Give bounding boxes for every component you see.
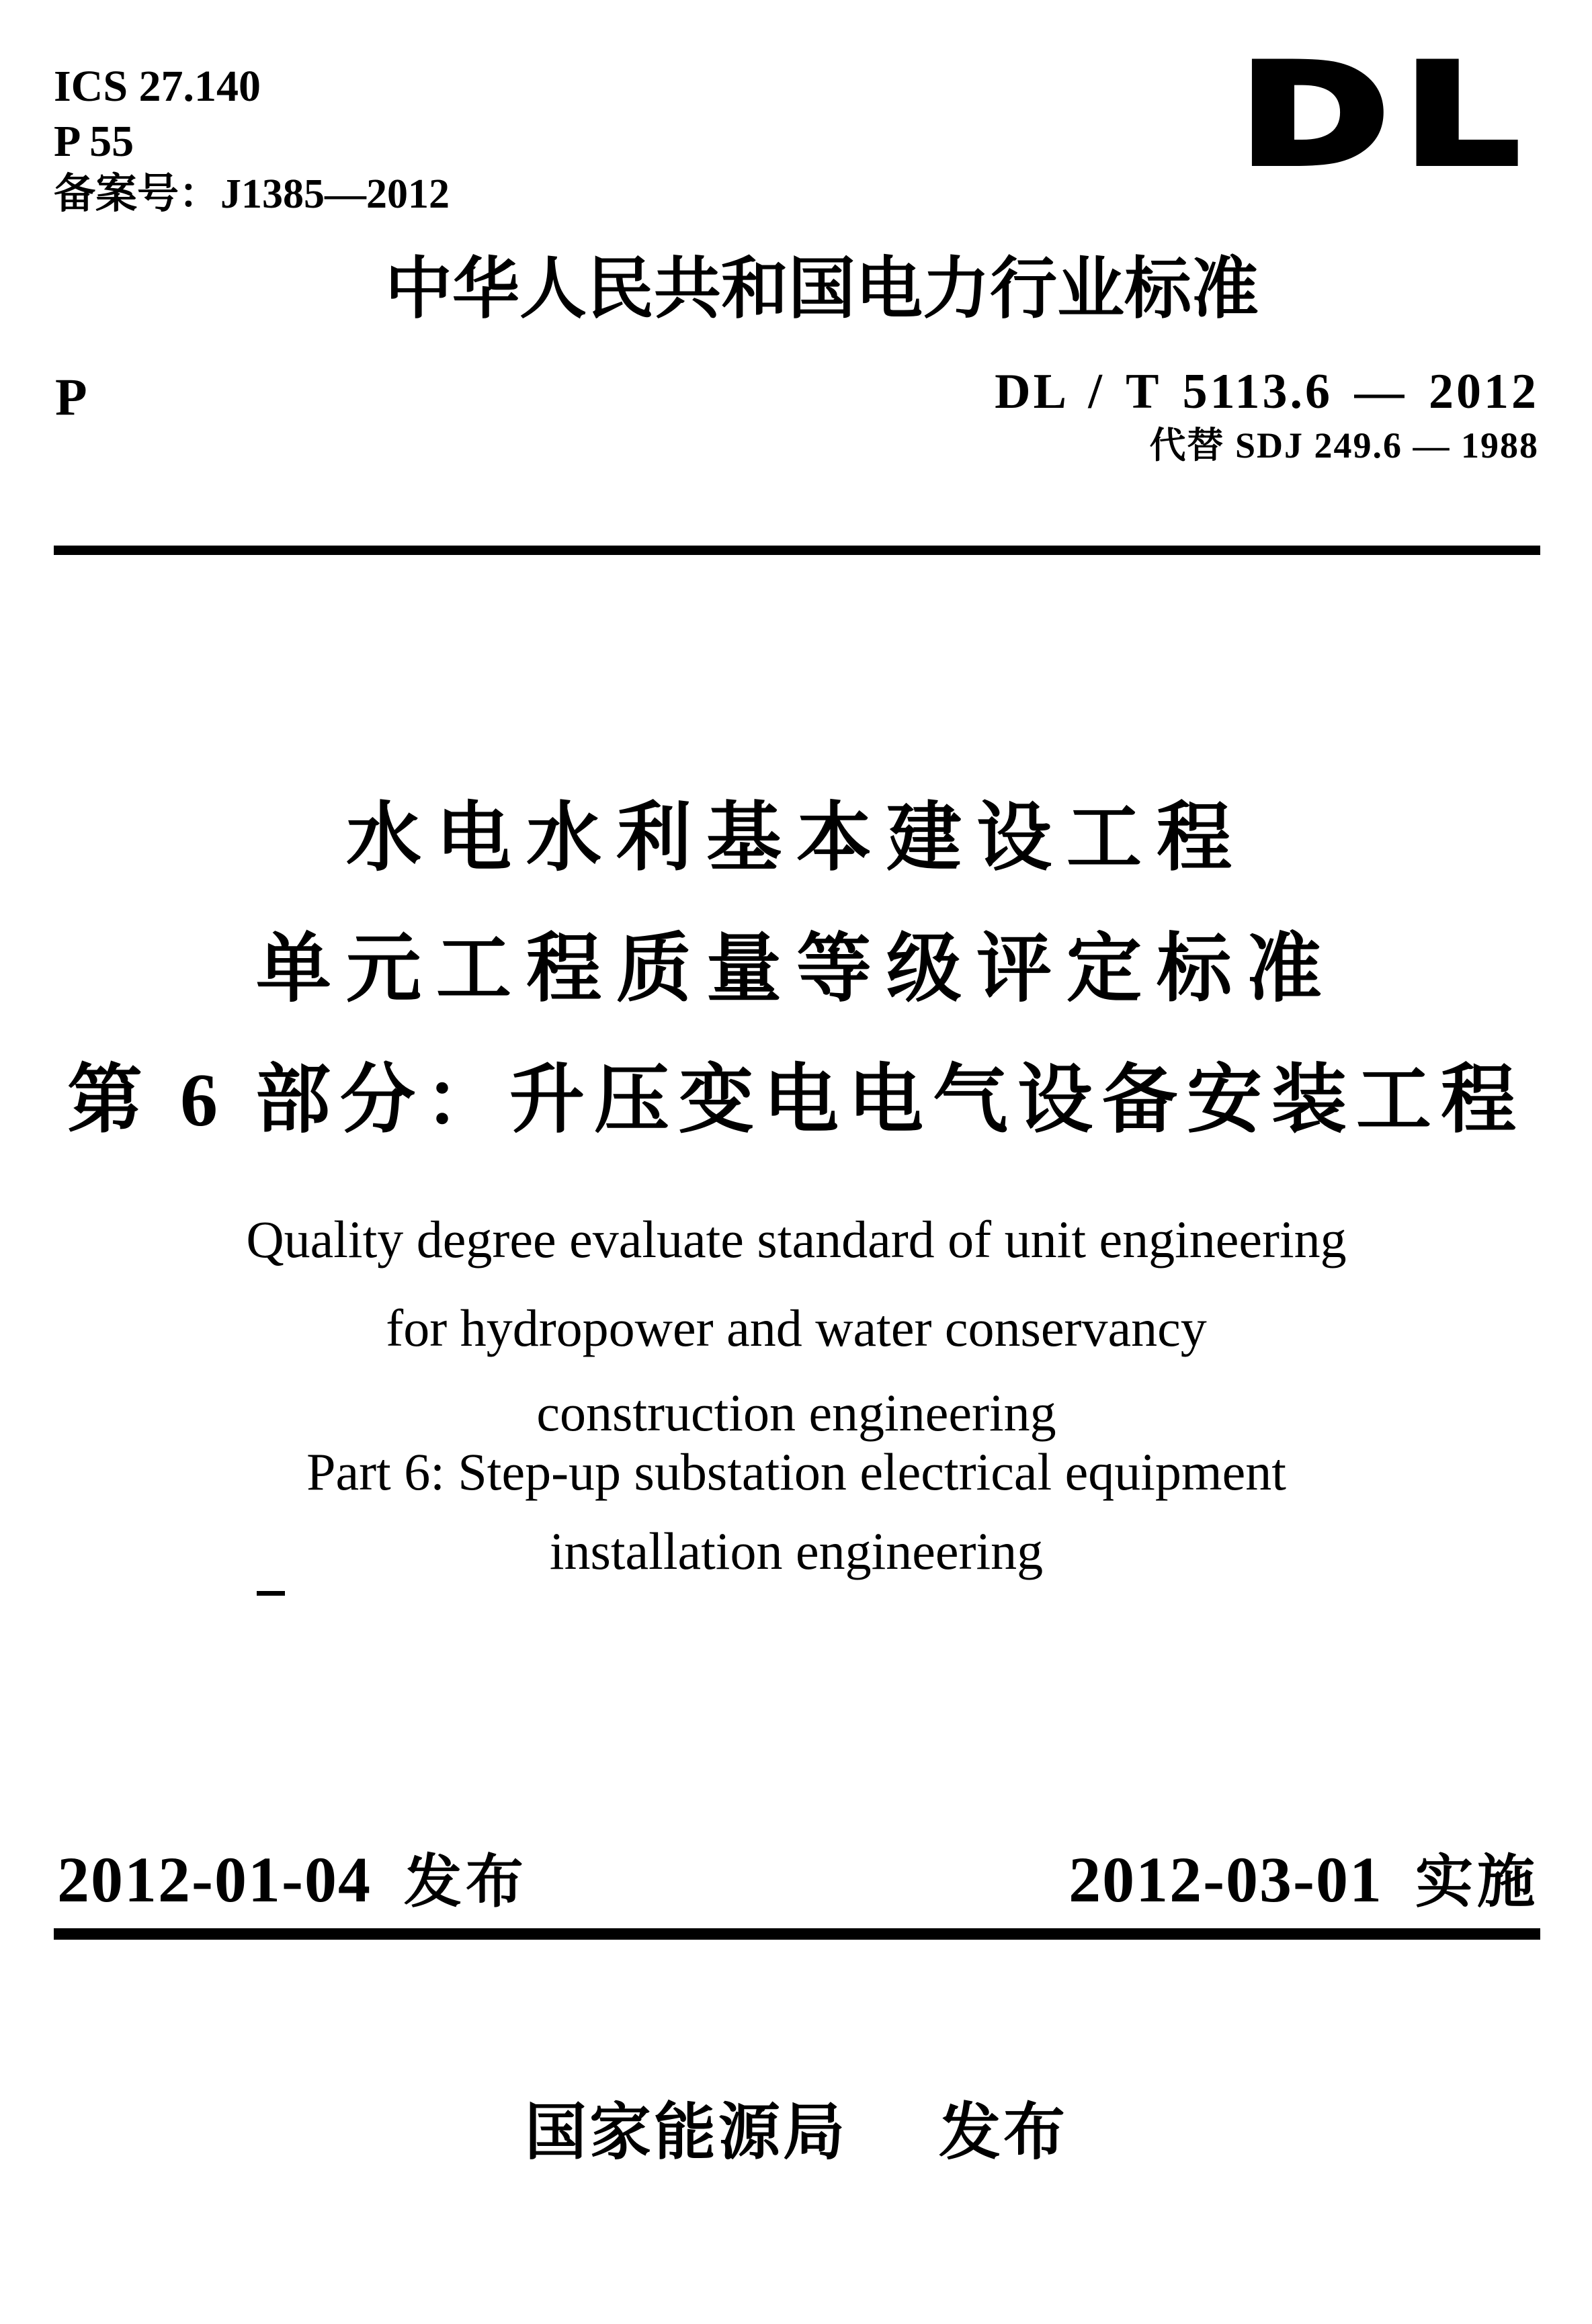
- title-cn-line-1: 水电水利基本建设工程: [346, 797, 1247, 880]
- title-cn-line-2: 单元工程质量等级评定标准: [256, 928, 1337, 1011]
- publish-label: 发布: [939, 2098, 1069, 2167]
- implementation-date: 2012-03-01: [1069, 1844, 1383, 1916]
- title-en-line-1: Quality degree evaluate standard of unit engineering: [246, 1210, 1347, 1268]
- top-rule: [54, 546, 1540, 555]
- ics-code: ICS 27.140: [54, 62, 261, 111]
- doc-class-letter: P: [55, 368, 87, 426]
- title-en-line-3: construction engineering: [536, 1383, 1056, 1442]
- classification-code: P 55: [54, 117, 134, 166]
- title-en-line-5: installation engineering: [549, 1522, 1044, 1580]
- replaces-note: 代替 SDJ 249.6 — 1988: [1149, 425, 1539, 466]
- issue-date-group: [57, 1844, 528, 1916]
- issue-date: 2012-01-04: [57, 1844, 372, 1916]
- standard-number: DL / T 5113.6 — 2012: [995, 364, 1539, 419]
- stray-dash-mark: [257, 1591, 285, 1596]
- record-number: 备案号：J1385—2012: [54, 171, 450, 217]
- implementation-date-group: [1069, 1844, 1539, 1916]
- title-en-line-4: Part 6: Step-up substation electrical equipment: [306, 1443, 1286, 1501]
- implementation-label: 实施: [1415, 1850, 1539, 1914]
- publisher-row: [50, 2098, 1542, 2167]
- title-cn-line-3: 第 6 部分：升压变电电气设备安装工程: [67, 1059, 1525, 1142]
- title-en-line-2: for hydropower and water conservancy: [386, 1299, 1207, 1357]
- dl-logo: DL: [1240, 36, 1534, 196]
- issue-label: 发布: [403, 1850, 528, 1914]
- bottom-rule: [54, 1928, 1540, 1940]
- standard-category-title: 中华人民共和国电力行业标准: [385, 251, 1259, 327]
- publisher-name: 国家能源局: [524, 2098, 847, 2167]
